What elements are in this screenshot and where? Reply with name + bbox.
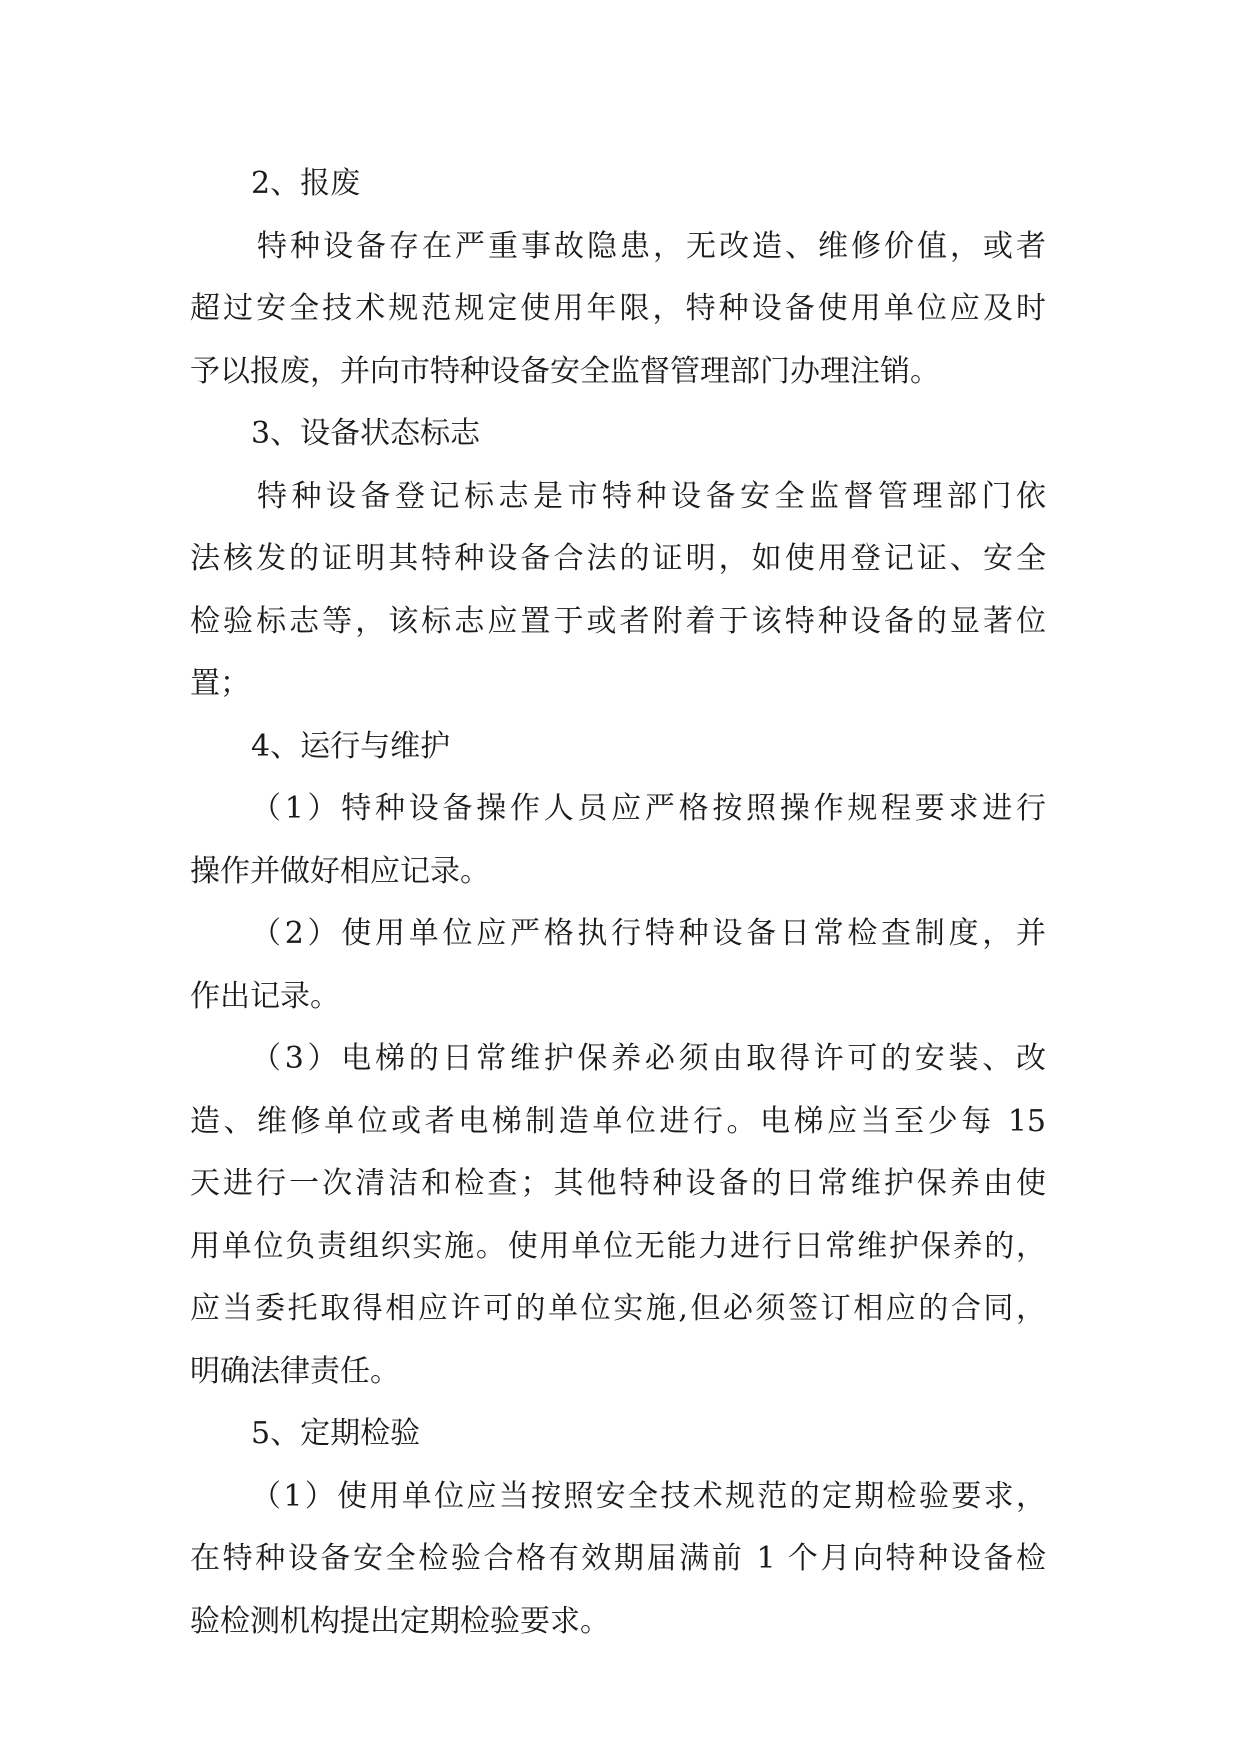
paragraph-line: 特种设备存在严重事故隐患，无改造、维修价值，或者 xyxy=(257,229,1046,264)
section-heading-status-marks: 3、设备状态标志 xyxy=(251,416,481,451)
paragraph-line: 造、维修单位或者电梯制造单位进行。电梯应当至少每 15 xyxy=(190,1104,1046,1139)
paragraph-line: （1）特种设备操作人员应严格按照操作规程要求进行 xyxy=(251,791,1046,826)
paragraph-line: 检验标志等，该标志应置于或者附着于该特种设备的显著位 xyxy=(190,604,1046,639)
paragraph-line: 予以报废，并向市特种设备安全监督管理部门办理注销。 xyxy=(190,354,940,389)
paragraph-line: 作出记录。 xyxy=(190,979,340,1014)
paragraph-line: 用单位负责组织实施。使用单位无能力进行日常维护保养的， xyxy=(190,1229,1046,1264)
section-heading-scrapping: 2、报废 xyxy=(251,166,361,201)
paragraph-line: 验检测机构提出定期检验要求。 xyxy=(190,1604,610,1639)
paragraph-line: 应当委托取得相应许可的单位实施,但必须签订相应的合同， xyxy=(190,1291,1046,1326)
paragraph-line: 置； xyxy=(190,666,250,701)
paragraph-line: 在特种设备安全检验合格有效期届满前 1 个月向特种设备检 xyxy=(190,1541,1046,1576)
paragraph-line: 法核发的证明其特种设备合法的证明，如使用登记证、安全 xyxy=(190,541,1046,576)
paragraph-line: （3）电梯的日常维护保养必须由取得许可的安装、改 xyxy=(251,1041,1046,1076)
paragraph-line: 特种设备登记标志是市特种设备安全监督管理部门依 xyxy=(257,479,1046,514)
paragraph-line: （2）使用单位应严格执行特种设备日常检查制度，并 xyxy=(251,916,1046,951)
section-heading-periodic-inspection: 5、定期检验 xyxy=(251,1416,421,1451)
paragraph-line: （1）使用单位应当按照安全技术规范的定期检验要求， xyxy=(251,1479,1046,1514)
paragraph-line: 超过安全技术规范规定使用年限，特种设备使用单位应及时 xyxy=(190,291,1046,326)
paragraph-line: 操作并做好相应记录。 xyxy=(190,854,490,889)
paragraph-line: 天进行一次清洁和检查；其他特种设备的日常维护保养由使 xyxy=(190,1166,1046,1201)
section-heading-operation-maintenance: 4、运行与维护 xyxy=(251,729,451,764)
paragraph-line: 明确法律责任。 xyxy=(190,1354,400,1389)
